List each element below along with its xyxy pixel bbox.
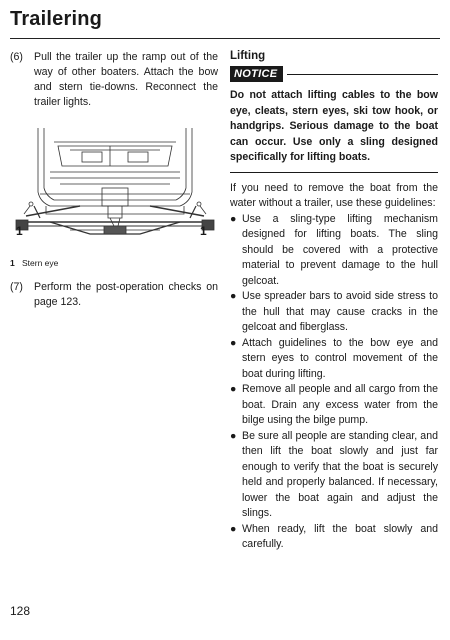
step-7-number: (7) bbox=[10, 281, 23, 293]
page-header-title: Trailering bbox=[10, 8, 103, 30]
bullet-icon: ● bbox=[230, 290, 237, 302]
page-number: 128 bbox=[10, 604, 31, 618]
caption-number: 1 bbox=[10, 258, 15, 268]
list-item bbox=[230, 336, 438, 383]
list-item-text: Remove all people and all cargo from the boat. Drain any excess water from the bilge using the bilge pump. bbox=[242, 383, 438, 426]
step-7 bbox=[10, 280, 218, 310]
list-item bbox=[230, 289, 438, 336]
bullet-icon: ● bbox=[230, 212, 237, 225]
list-item-text: Attach guidelines to the bow eye and stern eyes to control movement of the boat during lifting. bbox=[242, 336, 438, 380]
list-item bbox=[230, 429, 438, 522]
step-6 bbox=[10, 50, 218, 110]
step-7-text: Perform the post-operation checks on page 123. bbox=[34, 281, 218, 308]
figure-caption bbox=[10, 258, 218, 268]
callout-stern-eye-left: 1 bbox=[16, 224, 23, 238]
bullet-icon: ● bbox=[230, 383, 237, 395]
callout-stern-eye-right: 1 bbox=[200, 224, 207, 238]
list-item-text: Use spreader bars to avoid side stress to the hull that may cause cracks in the gelcoat and fiberglass. bbox=[242, 290, 438, 333]
section-title-lifting: Lifting bbox=[230, 50, 266, 62]
notice-line bbox=[287, 74, 438, 75]
list-item-text: Be sure all people are standing clear, and then lift the boat slowly and just far enough to verify that the boat is securely held and properly balanced. If necessary, lower the boat again and adjust the slings. bbox=[242, 429, 438, 519]
notice-text: Do not attach lifting cables to the bow eye, cleats, stern eyes, ski tow hook, or handgrips. Serious damage to the boat can occur. Use only a sling designed specifically for lifting boats. bbox=[230, 89, 438, 163]
lifting-guidelines bbox=[230, 212, 438, 553]
step-6-text: Pull the trailer up the ramp out of the way of other boaters. Attach the bow and stern tie-downs. Reconnect the trailer lights. bbox=[34, 51, 218, 108]
bullet-icon: ● bbox=[230, 522, 237, 535]
boat-stern-illustration bbox=[10, 122, 218, 250]
notice-header bbox=[230, 66, 438, 82]
caption-text: Stern eye bbox=[22, 258, 59, 268]
lifting-intro: If you need to remove the boat from the water without a trailer, use these guidelines: bbox=[230, 181, 438, 209]
bullet-icon: ● bbox=[230, 336, 237, 349]
bullet-icon: ● bbox=[230, 429, 237, 442]
stern-eye-figure bbox=[10, 122, 218, 250]
list-item-text: When ready, lift the boat slowly and carefully. bbox=[242, 522, 438, 550]
list-item bbox=[230, 522, 438, 553]
right-column bbox=[230, 50, 438, 553]
header-rule bbox=[10, 38, 440, 39]
left-column bbox=[10, 50, 218, 310]
list-item bbox=[230, 382, 438, 429]
list-item bbox=[230, 212, 438, 290]
step-6-number: (6) bbox=[10, 51, 23, 63]
list-item-text: Use a sling-type lifting mechanism designed for lifting boats. The sling should be covered with a protective material to prevent damage to the hull gelcoat. bbox=[242, 212, 438, 287]
notice-label: NOTICE bbox=[230, 66, 283, 82]
notice-rule bbox=[230, 172, 438, 173]
